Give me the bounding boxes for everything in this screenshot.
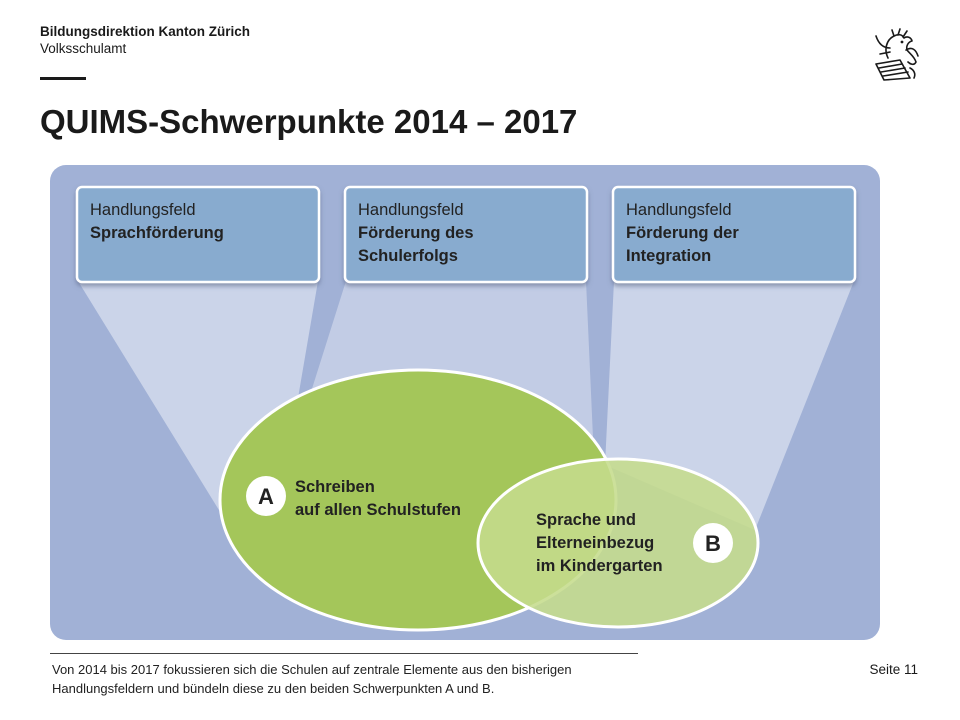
focus-b-line-3: im Kindergarten	[536, 557, 663, 575]
field-3-name-line-1: Förderung der	[626, 224, 739, 242]
field-1-name-line-1: Sprachförderung	[90, 224, 224, 242]
field-2-name-line-2: Schulerfolgs	[358, 247, 458, 265]
header-rule	[40, 77, 86, 80]
field-3-label: Handlungsfeld	[626, 201, 732, 219]
field-3-name-line-2: Integration	[626, 247, 712, 265]
page-number: Seite 11	[869, 662, 918, 677]
field-2-name-line-1: Förderung des	[358, 224, 474, 242]
field-1-label: Handlungsfeld	[90, 201, 196, 219]
zurich-lion-coat-of-arms-icon	[870, 28, 922, 82]
focus-a-letter: A	[258, 484, 274, 509]
focus-b-letter: B	[705, 531, 721, 556]
organization-name: Bildungsdirektion Kanton Zürich	[40, 24, 250, 39]
department-name: Volksschulamt	[40, 41, 127, 56]
page-title: QUIMS-Schwerpunkte 2014 – 2017	[40, 103, 578, 140]
focus-a-line-2: auf allen Schulstufen	[295, 501, 461, 519]
footnote-rule	[50, 653, 638, 654]
quims-focus-diagram	[50, 165, 880, 640]
focus-b-line-1: Sprache und	[536, 511, 636, 529]
footnote: Von 2014 bis 2017 fokussieren sich die Schulen auf zentrale Elemente aus den bisherigen Handlungsfeldern und bündeln diese zu den beiden Schwerpunkten A und B.	[52, 662, 572, 696]
focus-a-line-1: Schreiben	[295, 478, 375, 496]
focus-b-line-2: Elterneinbezug	[536, 534, 655, 552]
field-2-label: Handlungsfeld	[358, 201, 464, 219]
